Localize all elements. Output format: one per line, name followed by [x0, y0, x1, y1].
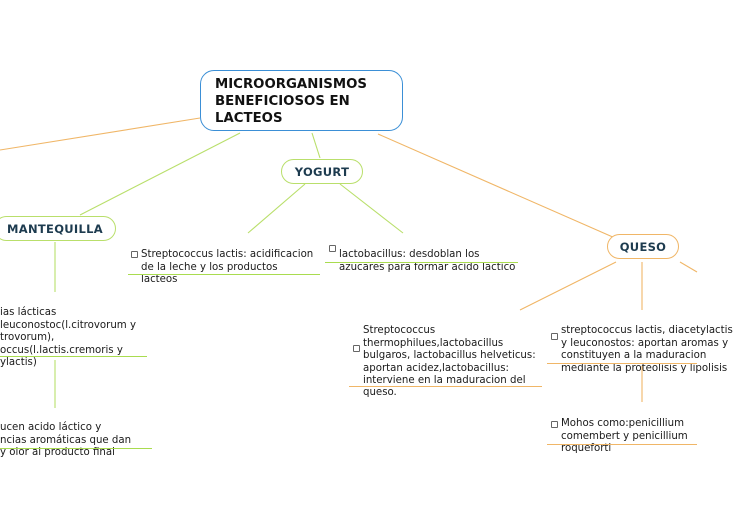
subtopic-underline — [325, 262, 518, 263]
collapse-toggle-icon[interactable] — [551, 421, 558, 428]
subtopic-label: Streptococcus thermophilues,lactobacillus bulgaros, lactobacillus helveticus: aportan acidez,lactobacillus: interviene en la maduracion del queso. — [363, 325, 536, 399]
subtopic-label: ucen acido láctico y ncias aromáticas que dan y olor al producto final — [0, 422, 132, 459]
subtopic-queso-lactis[interactable] — [561, 313, 741, 375]
subtopic-mantequilla-acido[interactable] — [0, 410, 150, 460]
connector-central-queso — [378, 134, 615, 238]
connector-central-left-offscreen — [0, 118, 200, 150]
topic-queso[interactable] — [607, 234, 679, 259]
collapse-toggle-icon[interactable] — [131, 251, 138, 258]
subtopic-queso-mohos[interactable] — [561, 406, 691, 456]
connector-yogurt-item2 — [340, 184, 403, 233]
topic-yogurt[interactable] — [281, 159, 363, 184]
subtopic-yogurt-streptococcus[interactable] — [141, 237, 321, 287]
collapse-toggle-icon[interactable] — [329, 245, 336, 252]
collapse-toggle-icon[interactable] — [551, 333, 558, 340]
subtopic-mantequilla-bacterias[interactable] — [0, 295, 140, 369]
topic-yogurt-label: YOGURT — [294, 164, 350, 179]
subtopic-underline — [349, 386, 542, 387]
subtopic-label: lactobacillus: desdoblan los azucares para formar acido lactico — [339, 249, 516, 273]
subtopic-underline — [0, 448, 152, 449]
central-topic[interactable] — [200, 70, 403, 131]
collapse-toggle-icon[interactable] — [353, 345, 360, 352]
topic-mantequilla-label: MANTEQUILLA — [7, 221, 103, 236]
central-topic-title: MICROORGANISMOS BENEFICIOSOS EN LACTEOS — [215, 77, 367, 126]
connector-central-yogurt — [312, 133, 320, 158]
subtopic-underline — [128, 274, 320, 275]
subtopic-underline — [547, 363, 697, 364]
subtopic-label: Streptococcus lactis: acidificacion de la leche y los productos lacteos — [141, 249, 314, 286]
subtopic-underline — [0, 356, 147, 357]
topic-mantequilla[interactable] — [0, 216, 116, 241]
topic-queso-label: QUESO — [619, 239, 667, 254]
connector-queso-item1 — [520, 262, 616, 310]
connector-queso-right-offscreen — [680, 262, 697, 272]
subtopic-underline — [547, 444, 697, 445]
subtopic-yogurt-lactobacillus[interactable] — [339, 237, 519, 274]
subtopic-label: streptococcus lactis, diacetylactis y leuconostos: aportan aromas y constituyen a la maduracion mediante la proteolisis y lipolisis — [561, 325, 733, 374]
subtopic-label: ias lácticas leuconostoc(l.citrovorum y trovorum), occus(l.lactis.cremoris y ylactis) — [0, 307, 136, 369]
connector-yogurt-item1 — [248, 184, 305, 233]
subtopic-label: Mohos como:penicillium comembert y penicillium roqueforti — [561, 418, 688, 455]
connector-central-mantequilla — [80, 133, 240, 215]
